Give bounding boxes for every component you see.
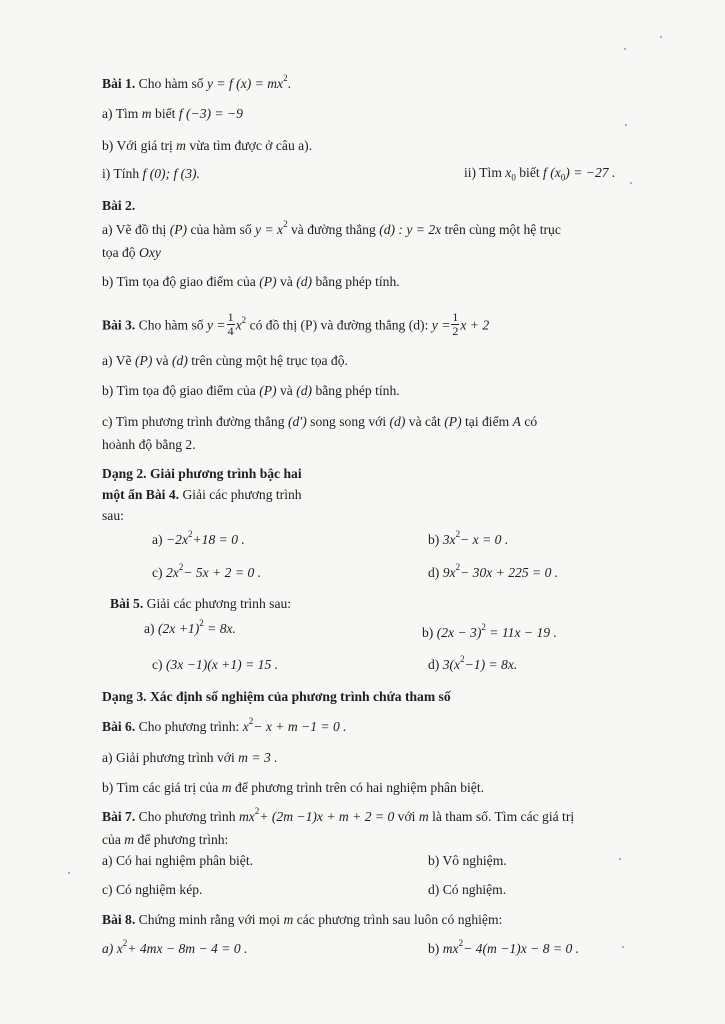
b7-part-c: c) Có nghiệm kép. <box>102 882 203 897</box>
b6-statement: Bài 6. Cho phương trình: $x^2- x + m -1 = 0$ . <box>102 716 347 734</box>
scan-speck <box>68 872 70 874</box>
b3-fraction-1: $\frac{1}{4}$ <box>227 310 234 338</box>
b4-part-a: $a) -2x^2+18 = 0$ . <box>152 529 245 547</box>
b7-statement: Bài 7. Cho phương trình $mx^2+ (2m -1)x + m + 2 = 0$ với m là tham số. Tìm các giá trị <box>102 806 575 824</box>
b4-heading-cont: sau: <box>102 508 124 523</box>
b3-part-a: a) Vẽ (P) và (d) trên cùng một hệ trục tọa độ. <box>102 353 348 368</box>
b4-part-b: b) $3x^2- x = 0$ . <box>428 529 509 547</box>
b7-part-a: a) Có hai nghiệm phân biệt. <box>102 853 254 868</box>
b3-fraction-2: $\frac{1}{2}$ <box>452 310 459 338</box>
b4-part-d: d) $9x^2- 30x + 225 = 0$ . <box>428 562 559 580</box>
b2-title: Bài 2. <box>102 198 136 213</box>
b6-part-b: b) Tìm các giá trị của m để phương trình trên có hai nghiệm phân biệt. <box>102 780 485 795</box>
scan-speck <box>624 48 626 50</box>
b6-part-a: a) Giải phương trình với m = 3 . <box>102 750 278 765</box>
b5-statement: Bài 5. Giải các phương trình sau: <box>110 596 292 611</box>
scan-speck <box>622 946 624 948</box>
dang2-heading: Dạng 2. Giải phương trình bậc hai <box>102 466 302 481</box>
b4-part-c: c) $2x^2- 5x + 2 = 0$ . <box>152 562 262 580</box>
dang3-heading: Dạng 3. Xác định số nghiệm của phương trình chứa tham số <box>102 689 451 704</box>
b5-part-a: a) $(2x +1)^2 = 8x$. <box>144 618 236 636</box>
scan-speck <box>630 182 632 184</box>
b1-part-ii: ii) Tìm $x_0$ biết f $(x_0) = -27$ . <box>464 165 616 183</box>
b7-part-b: b) Vô nghiệm. <box>428 853 507 868</box>
b5-part-d: d) $3(x^2-1) = 8x$. <box>428 654 518 672</box>
b8-part-b: b) $mx^2- 4(m -1)x - 8 = 0$ . <box>428 938 580 956</box>
b1-part-i: i) Tính f (0); f (3). <box>102 166 200 181</box>
b8-part-a: a) $x^2+ 4mx - 8m - 4 = 0$ . <box>102 938 248 956</box>
b1-title: Bài 1. <box>102 76 136 91</box>
b7-statement-cont: của m để phương trình: <box>102 832 229 847</box>
b3-part-c-cont: hoành độ bằng 2. <box>102 437 196 452</box>
b3-part-b: b) Tìm tọa độ giao điểm của (P) và (d) bằng phép tính. <box>102 383 400 398</box>
b7-part-d: d) Có nghiệm. <box>428 882 507 897</box>
b3-part-c: c) Tìm phương trình đường thẳng (d′) song song với (d) và cắt (P) tại điểm A có <box>102 414 538 429</box>
b2-part-b: b) Tìm tọa độ giao điểm của (P) và (d) bằng phép tính. <box>102 274 400 289</box>
scan-speck <box>660 36 662 38</box>
scan-speck <box>619 858 621 860</box>
b1-statement: Bài 1. Cho hàm số y = f $(x) = mx^2$. <box>102 73 291 91</box>
b1-part-b: b) Với giá trị m vừa tìm được ở câu a). <box>102 138 313 153</box>
scan-speck <box>625 124 627 126</box>
b3-statement: Bài 3. Cho hàm số y = $\frac{1}{4}$ $x^2$ có đồ thị (P) và đường thẳng (d): y = $\frac{1}{2}$ x + 2 <box>102 310 490 338</box>
b5-part-b: b) $(2x - 3)^2 = 11x - 19$ . <box>422 622 557 640</box>
b1-part-a: a) Tìm m biết f (−3) = −9 <box>102 106 243 121</box>
b8-statement: Bài 8. Chứng minh rằng với mọi m các phương trình sau luôn có nghiệm: <box>102 912 503 927</box>
b2-part-a: a) Vẽ đồ thị (P) của hàm số $y = x^2$ và đường thẳng (d) : y = 2x trên cùng một hệ trục <box>102 219 561 237</box>
b4-heading: một ẩn Bài 4. Giải các phương trình <box>102 487 302 502</box>
b2-part-a-cont: tọa độ Oxy <box>102 245 161 260</box>
b5-part-c: c) (3x −1)(x +1) = 15 . <box>152 657 279 672</box>
